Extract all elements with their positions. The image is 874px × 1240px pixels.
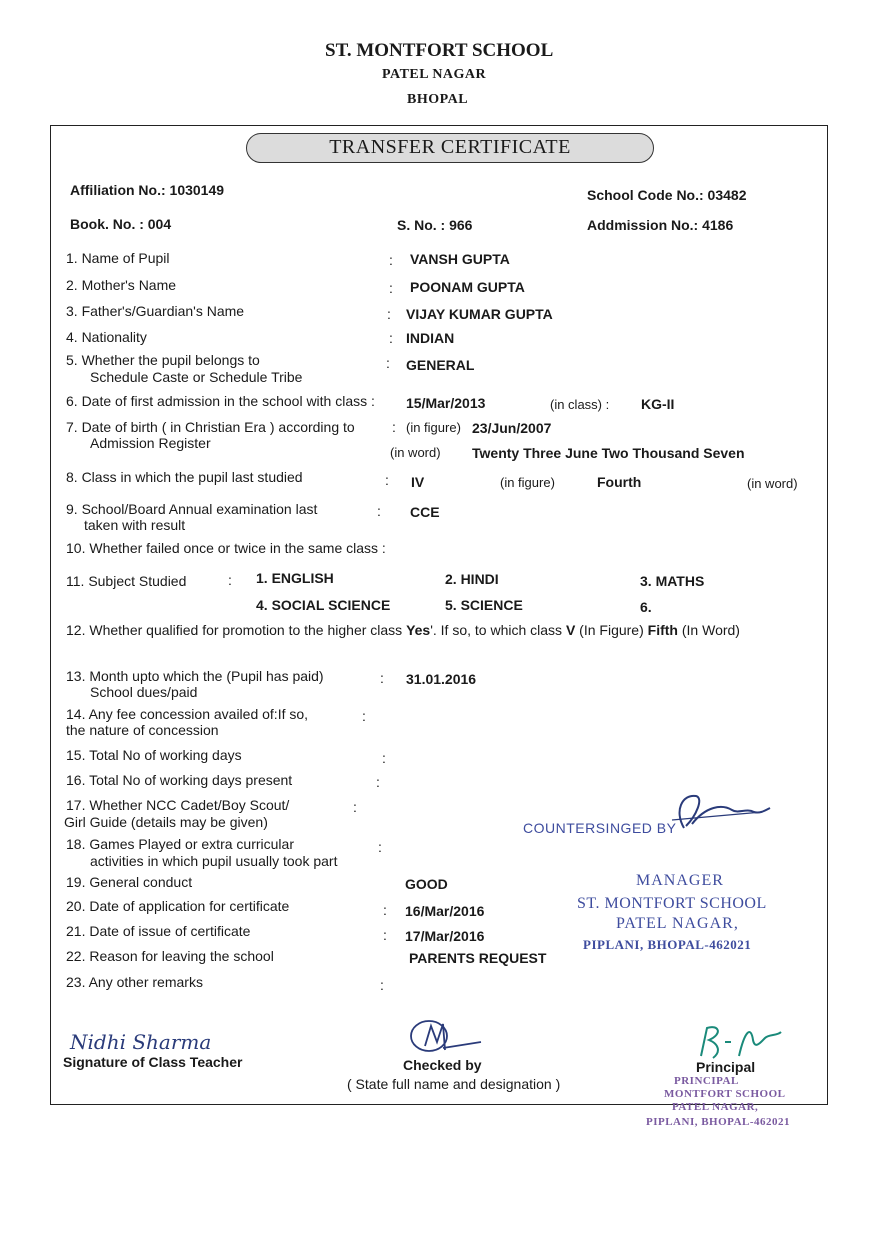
row-games-label-2: activities in which pupil usually took part bbox=[90, 853, 338, 869]
last-class-in-word-label: (in word) bbox=[747, 476, 798, 491]
row-ncc-label-2: Girl Guide (details may be given) bbox=[64, 814, 268, 830]
last-class-in-figure-label: (in figure) bbox=[500, 475, 555, 490]
row-name-label: 1. Name of Pupil bbox=[66, 250, 170, 266]
colon: : bbox=[378, 839, 382, 855]
row-remarks-label: 23. Any other remarks bbox=[66, 974, 203, 990]
application-date-value: 16/Mar/2016 bbox=[405, 903, 485, 919]
row-admission-date-label: 6. Date of first admission in the school with class : bbox=[66, 393, 375, 409]
colon: : bbox=[383, 902, 387, 918]
school-locality: PATEL NAGAR bbox=[382, 67, 487, 82]
pupil-name-value: VANSH GUPTA bbox=[410, 251, 510, 267]
dob-figure-value: 23/Jun/2007 bbox=[472, 420, 552, 436]
principal-label: Principal bbox=[696, 1059, 756, 1075]
exam-value: CCE bbox=[410, 504, 440, 520]
row-concession-label: 14. Any fee concession availed of:If so, bbox=[66, 706, 309, 722]
certificate-title: TRANSFER CERTIFICATE bbox=[246, 133, 654, 163]
colon: : bbox=[353, 799, 357, 815]
mother-name-value: POONAM GUPTA bbox=[410, 279, 525, 295]
checked-by-label: Checked by bbox=[403, 1057, 482, 1073]
colon: : bbox=[380, 977, 384, 993]
school-name: ST. MONTFORT SCHOOL bbox=[325, 40, 554, 61]
row-caste-label-2: Schedule Caste or Schedule Tribe bbox=[90, 369, 303, 385]
subject-item: 4. SOCIAL SCIENCE bbox=[256, 597, 391, 613]
manager-stamp-line: MANAGER bbox=[636, 872, 724, 889]
row-nationality-label: 4. Nationality bbox=[66, 329, 147, 345]
affiliation-number: Affiliation No.: 1030149 bbox=[70, 182, 225, 198]
issue-date-value: 17/Mar/2016 bbox=[405, 928, 485, 944]
class-teacher-signature-label: Signature of Class Teacher bbox=[63, 1054, 243, 1070]
school-city: BHOPAL bbox=[407, 92, 469, 107]
colon: : bbox=[387, 306, 391, 322]
colon: : bbox=[386, 355, 390, 371]
countersigned-text: COUNTERSINGED BY bbox=[523, 820, 677, 836]
dob-word-value: Twenty Three June Two Thousand Seven bbox=[472, 445, 745, 461]
row-exam-label: 9. School/Board Annual examination last bbox=[66, 501, 318, 517]
promotion-text-2: '. If so, to which class bbox=[430, 622, 566, 638]
school-code: School Code No.: 03482 bbox=[587, 187, 747, 203]
nationality-value: INDIAN bbox=[406, 330, 455, 346]
checked-by-signature bbox=[405, 1012, 485, 1060]
colon: : bbox=[383, 927, 387, 943]
promotion-text-4: (In Word) bbox=[677, 622, 740, 638]
row-issue-date-label: 21. Date of issue of certificate bbox=[66, 923, 251, 939]
subject-item: 3. MATHS bbox=[640, 573, 705, 589]
row-conduct-label: 19. General conduct bbox=[66, 874, 193, 890]
admission-date-value: 15/Mar/2013 bbox=[406, 395, 486, 411]
serial-number: S. No. : 966 bbox=[397, 217, 473, 233]
colon: : bbox=[389, 330, 393, 346]
row-reason-label: 22. Reason for leaving the school bbox=[66, 948, 274, 964]
conduct-value: GOOD bbox=[405, 876, 448, 892]
principal-stamp-line: PRINCIPAL bbox=[674, 1075, 739, 1087]
row-concession-label-2: the nature of concession bbox=[66, 722, 219, 738]
class-teacher-handwritten-signature: Nidhi Sharma bbox=[70, 1030, 212, 1054]
row-dues-label-2: School dues/paid bbox=[90, 684, 198, 700]
reason-value: PARENTS REQUEST bbox=[409, 950, 547, 966]
last-class-word-value: Fourth bbox=[597, 474, 642, 490]
row-mother-label: 2. Mother's Name bbox=[66, 277, 177, 293]
subject-item: 1. ENGLISH bbox=[256, 570, 334, 586]
dob-in-word-label: (in word) bbox=[390, 445, 441, 460]
admission-class-value: KG-II bbox=[641, 396, 675, 412]
principal-stamp-line: PIPLANI, BHOPAL-462021 bbox=[646, 1116, 791, 1128]
colon: : bbox=[377, 503, 381, 519]
last-class-figure-value: IV bbox=[411, 474, 425, 490]
subject-item: 2. HINDI bbox=[445, 571, 499, 587]
countersigned-stamp bbox=[523, 820, 676, 836]
manager-stamp-line: PIPLANI, BHOPAL-462021 bbox=[583, 937, 752, 952]
row-ncc-label: 17. Whether NCC Cadet/Boy Scout/ bbox=[66, 797, 290, 813]
row-dob-label-2: Admission Register bbox=[90, 435, 211, 451]
row-subjects-label: 11. Subject Studied bbox=[66, 573, 187, 589]
row-games-label: 18. Games Played or extra curricular bbox=[66, 836, 294, 852]
row-caste-label: 5. Whether the pupil belongs to bbox=[66, 352, 260, 368]
colon: : bbox=[380, 670, 384, 686]
manager-stamp-line: ST. MONTFORT SCHOOL bbox=[577, 895, 767, 912]
countersign-signature bbox=[662, 786, 772, 836]
subject-item: 5. SCIENCE bbox=[445, 597, 523, 613]
colon: : bbox=[389, 280, 393, 296]
manager-stamp-line: PATEL NAGAR, bbox=[616, 915, 739, 932]
promotion-class: V bbox=[565, 622, 576, 638]
principal-stamp-line: MONTFORT SCHOOL bbox=[664, 1088, 786, 1100]
row-application-date-label: 20. Date of application for certificate bbox=[66, 898, 290, 914]
promotion-word: Fifth bbox=[647, 622, 678, 638]
colon: : bbox=[362, 708, 366, 724]
principal-signature bbox=[695, 1020, 785, 1062]
promotion-text-3: (In Figure) bbox=[575, 622, 648, 638]
colon: : bbox=[376, 774, 380, 790]
book-number: Book. No. : 004 bbox=[70, 216, 172, 232]
principal-stamp-line: PATEL NAGAR, bbox=[672, 1101, 759, 1113]
row-days-present-label: 16. Total No of working days present bbox=[66, 772, 293, 788]
row-promotion bbox=[66, 622, 740, 638]
row-last-class-label: 8. Class in which the pupil last studied bbox=[66, 469, 303, 485]
in-class-label: (in class) : bbox=[550, 397, 610, 412]
admission-number: Addmission No.: 4186 bbox=[587, 217, 734, 233]
promotion-yes: Yes bbox=[406, 622, 431, 638]
checked-by-note: ( State full name and designation ) bbox=[347, 1076, 561, 1092]
colon: : bbox=[392, 419, 396, 435]
dues-value: 31.01.2016 bbox=[406, 671, 477, 687]
colon: : bbox=[385, 472, 389, 488]
row-dob-label: 7. Date of birth ( in Christian Era ) according to bbox=[66, 419, 355, 435]
caste-value: GENERAL bbox=[406, 357, 475, 373]
row-dues-label: 13. Month upto which the (Pupil has paid) bbox=[66, 668, 324, 684]
row-father-label: 3. Father's/Guardian's Name bbox=[66, 303, 245, 319]
promotion-text-1: 12. Whether qualified for promotion to the higher class bbox=[66, 622, 407, 638]
row-failed-label: 10. Whether failed once or twice in the same class : bbox=[66, 540, 386, 556]
father-name-value: VIJAY KUMAR GUPTA bbox=[406, 306, 553, 322]
dob-in-figure-label: (in figure) bbox=[406, 420, 461, 435]
colon: : bbox=[389, 252, 393, 268]
colon: : bbox=[382, 750, 386, 766]
row-working-days-label: 15. Total No of working days bbox=[66, 747, 242, 763]
colon: : bbox=[228, 572, 232, 588]
row-exam-label-2: taken with result bbox=[84, 517, 186, 533]
subject-item: 6. bbox=[640, 599, 652, 615]
